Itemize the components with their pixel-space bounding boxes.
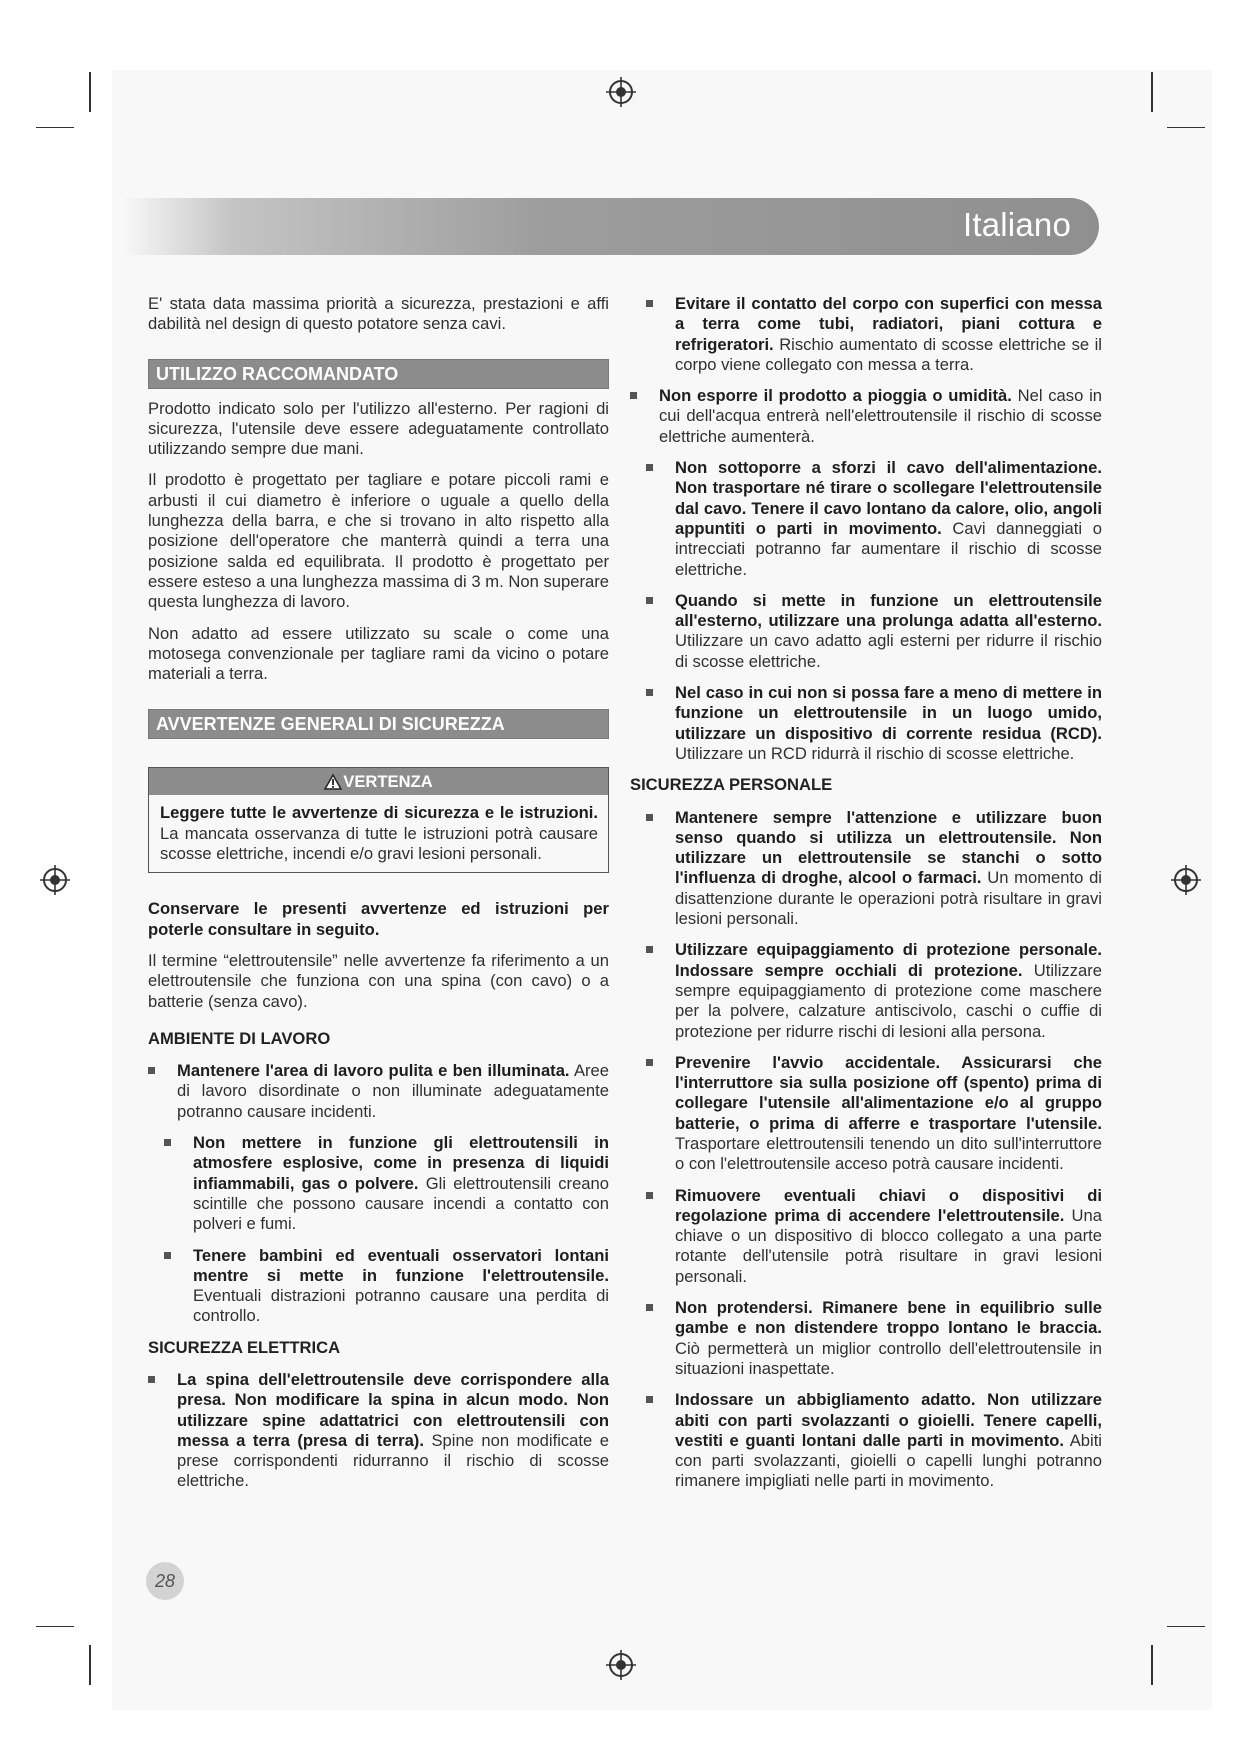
- right-column: [630, 294, 1102, 1503]
- bullet-item: Prevenire l'avvio accidentale. Assicurarsi che l'interruttore sia sulla posizione off (spento) prima di collegare l'utensile all'alimentazione e/o al gruppo batterie, o prima di afferre e trasportare l'utensile. Trasportare elettroutensili tenendo un dito sull'interruttore o con l'elettroutensile acceso potrà causare incidenti.: [646, 1053, 1102, 1175]
- bullet-square-icon: [646, 946, 653, 953]
- crop-mark: [89, 1645, 91, 1685]
- bullet-square-icon: [646, 1396, 653, 1403]
- bullet-square-icon: [148, 1067, 155, 1074]
- bullet-square-icon: [646, 597, 653, 604]
- bullet-square-icon: [164, 1139, 171, 1146]
- bullet-item: Quando si mette in funzione un elettroutensile all'esterno, utilizzare una prolunga adatta all'esterno. Utilizzare un cavo adatto agli esterni per ridurre il rischio di scosse elettriche.: [646, 591, 1102, 672]
- intro-paragraph: E' stata data massima priorità a sicurezza, prestazioni e affi dabilità nel design di questo potatore senza cavi.: [148, 294, 609, 334]
- registration-mark-icon: [605, 76, 637, 108]
- bullet-square-icon: [646, 1059, 653, 1066]
- bullet-item: Mantenere l'area di lavoro pulita e ben illuminata. Aree di lavoro disordinate o non illuminate adeguatamente potranno causare incidenti.: [148, 1061, 609, 1122]
- bullet-item: Non protendersi. Rimanere bene in equilibrio sulle gambe e non distendere troppo lontano le braccia. Ciò permetterà un miglior controllo dell'elettroutensile in situazioni inaspettate.: [646, 1298, 1102, 1379]
- warning-triangle-icon: [324, 774, 342, 790]
- keep-instructions: Conservare le presenti avvertenze ed istruzioni per poterle consultare in seguito.: [148, 899, 609, 939]
- paragraph: Prodotto indicato solo per l'utilizzo all'esterno. Per ragioni di sicurezza, l'utensile deve essere adeguatamente controllato utilizzando sempre due mani.: [148, 398, 609, 459]
- bullet-square-icon: [646, 300, 653, 307]
- left-column: [148, 294, 609, 1503]
- bullet-item: Non esporre il prodotto a pioggia o umidità. Nel caso in cui dell'acqua entrerà nell'elettroutensile il rischio di scosse elettriche aumenterà.: [630, 386, 1102, 447]
- crop-mark: [36, 1626, 74, 1627]
- bullet-item: Indossare un abbigliamento adatto. Non utilizzare abiti con parti svolazzanti o gioielli. Tenere capelli, vestiti e guanti lontani dalle parti in movimento. Abiti con parti svolazzanti, gioielli o capelli lunghi potranno rimanere impigliati nelle parti in movimento.: [646, 1390, 1102, 1491]
- bullet-item: Nel caso in cui non si possa fare a meno di mettere in funzione un elettroutensile in un luogo umido, utilizzare un dispositivo di corrente residua (RCD). Utilizzare un RCD ridurrà il rischio di scosse elettriche.: [646, 683, 1102, 764]
- bullet-square-icon: [148, 1376, 155, 1383]
- warning-title: VERTENZA: [343, 772, 433, 792]
- heading-electrical-safety: SICUREZZA ELETTRICA: [148, 1337, 341, 1357]
- crop-mark: [36, 127, 74, 128]
- heading-personal-safety: SICUREZZA PERSONALE: [630, 775, 833, 795]
- bullet-square-icon: [646, 464, 653, 471]
- section-title-general-safety: AVVERTENZE GENERALI DI SICUREZZA: [148, 709, 609, 739]
- warning-header: [149, 768, 608, 795]
- bullet-item: Non sottoporre a sforzi il cavo dell'alimentazione. Non trasportare né tirare o scollegare l'elettroutensile dal cavo. Tenere il cavo lontano da calore, olio, angoli appuntiti o parti in movimento. Cavi danneggiati o intrecciati potranno far aumentare il rischio di scosse elettriche.: [646, 458, 1102, 580]
- language-title: Italiano: [962, 206, 1071, 243]
- bullet-square-icon: [630, 392, 637, 399]
- heading-work-area: AMBIENTE DI LAVORO: [148, 1028, 331, 1048]
- registration-mark-icon: [605, 1649, 637, 1681]
- crop-mark: [89, 72, 91, 112]
- warning-text: La mancata osservanza di tutte le istruzioni potrà causare scosse elettriche, incendi e/o gravi lesioni personali.: [160, 823, 598, 864]
- language-header-band: [123, 198, 1099, 255]
- section-title-recommended-use: UTILIZZO RACCOMANDATO: [148, 359, 609, 389]
- registration-mark-icon: [1170, 864, 1202, 896]
- bullet-item: La spina dell'elettroutensile deve corrispondere alla presa. Non modificare la spina in alcun modo. Non utilizzare spine adattatrici con elettroutensili con messa a terra (presa di terra). Spine non modificate e prese corrispondenti ridurranno il rischio di scosse elettriche.: [148, 1370, 609, 1492]
- paragraph: Non adatto ad essere utilizzato su scale o come una motosega convenzionale per tagliare rami da vicino o potare materiali a terra.: [148, 623, 609, 684]
- term-definition: Il termine “elettroutensile” nelle avvertenze fa riferimento a un elettroutensile che funziona con una spina (con cavo) o a batterie (senza cavo).: [148, 950, 609, 1011]
- crop-mark: [1151, 1645, 1153, 1685]
- bullet-square-icon: [646, 1192, 653, 1199]
- bullet-square-icon: [646, 814, 653, 821]
- registration-mark-icon: [39, 864, 71, 896]
- bullet-square-icon: [646, 1304, 653, 1311]
- bullet-square-icon: [646, 689, 653, 696]
- crop-mark: [1167, 1626, 1205, 1627]
- bullet-square-icon: [164, 1252, 171, 1259]
- paragraph: Il prodotto è progettato per tagliare e potare piccoli rami e arbusti il cui diametro è inferiore o uguale a quello della lunghezza della barra, e che si trovano in alto rispetto alla posizione dell'operatore che manterrà quindi a terra una posizione salda ed equilibrata. Il prodotto è progettato per essere esteso a una lunghezza massima di 3 m. Non superare questa lunghezza di lavoro.: [148, 470, 609, 612]
- bullet-item: Non mettere in funzione gli elettroutensili in atmosfere esplosive, come in presenza di liquidi infiammabili, gas o polvere. Gli elettroutensili creano scintille che possono causare incendi a contatto con polveri e fumi.: [164, 1133, 609, 1234]
- warning-bold: Leggere tutte le avvertenze di sicurezza e le istruzioni.: [160, 803, 598, 823]
- warning-box: [148, 767, 609, 873]
- bullet-item: Tenere bambini ed eventuali osservatori lontani mentre si mette in funzione l'elettroutensile. Eventuali distrazioni potranno causare una perdita di controllo.: [164, 1246, 609, 1327]
- bullet-item: Rimuovere eventuali chiavi o dispositivi di regolazione prima di accendere l'elettroutensile. Una chiave o un dispositivo di blocco collegato a una parte rotante dell'utensile potrà risultare in gravi lesioni personali.: [646, 1186, 1102, 1287]
- warning-body: [149, 795, 608, 872]
- crop-mark: [1167, 127, 1205, 128]
- bullet-item: Utilizzare equipaggiamento di protezione personale. Indossare sempre occhiali di protezione. Utilizzare sempre equipaggiamento di protezione come maschere per la polvere, calzature antiscivolo, caschi o cuffie di protezione per ridurre rischi di lesioni alla persona.: [646, 940, 1102, 1041]
- crop-mark: [1151, 72, 1153, 112]
- page-number: 28: [146, 1562, 184, 1600]
- bullet-item: Mantenere sempre l'attenzione e utilizzare buon senso quando si utilizza un elettroutensile. Non utilizzare un elettroutensile se stanchi o sotto l'influenza di droghe, alcool o farmaci. Un momento di disattenzione durante le operazioni potrà risultare in gravi lesioni personali.: [646, 808, 1102, 930]
- bullet-item: Evitare il contatto del corpo con superfici con messa a terra come tubi, radiatori, piani cottura e refrigeratori. Rischio aumentato di scosse elettriche se il corpo viene collegato con messa a terra.: [646, 294, 1102, 375]
